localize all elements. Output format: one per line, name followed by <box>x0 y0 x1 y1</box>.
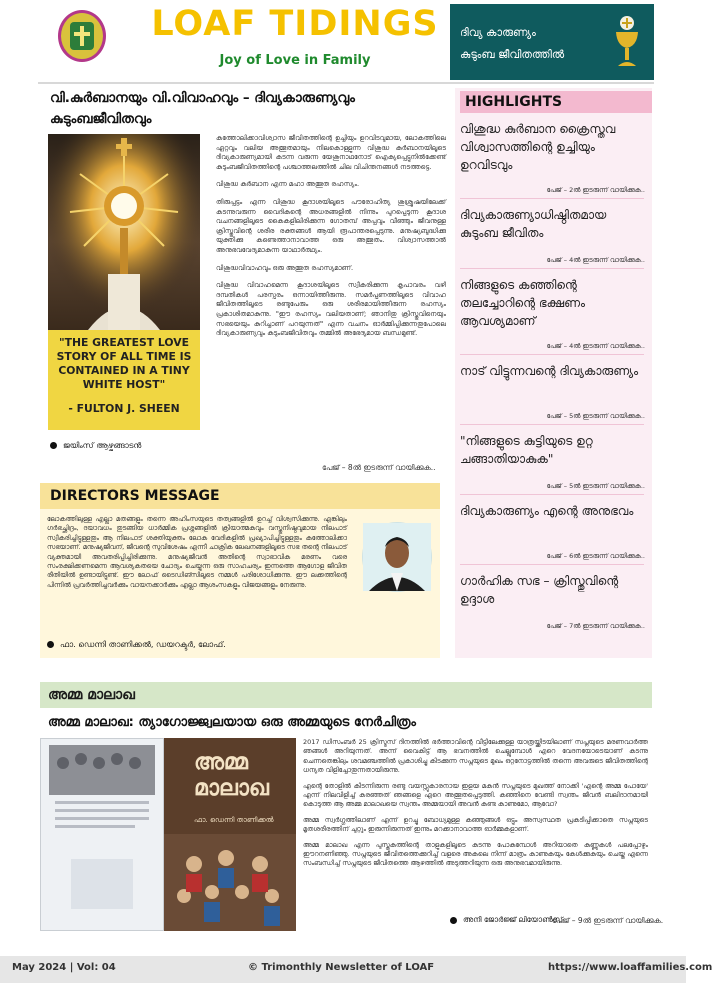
masthead-tagline: Joy of Love in Family <box>219 53 371 68</box>
director-photo <box>362 522 432 592</box>
person-icon <box>363 523 431 591</box>
highlight-continue[interactable]: പേജ് – 7ൽ ഇടരുന്ന് വായിക്കുക.. <box>546 622 645 630</box>
monstrance-icon <box>48 134 200 330</box>
masthead-title: LOAF TIDINGS <box>151 4 439 44</box>
amma-signature: അനി ജോർജ്ജ് ലിയോൺസ് <box>450 915 563 925</box>
monstrance-photo <box>48 134 200 330</box>
highlight-item[interactable]: "നിങ്ങളുടെ കുട്ടിയുടെ ഉറ്റ ചങ്ങാതിയാകുക" <box>460 434 593 466</box>
book-back-cover <box>40 738 164 931</box>
highlight-item[interactable]: ദിവ്യകാരുണ്യം എന്റെ അനുഭവം <box>460 504 634 518</box>
badge-line-2: കുടുംബ ജീവിതത്തിൽ <box>460 48 565 61</box>
highlights-title: HIGHLIGHTS <box>460 91 652 113</box>
highlight-item[interactable]: ദിവ്യകാരുണ്യാധിഷ്ഠിതമായ കുടുംബ ജീവിതം <box>460 208 607 240</box>
highlight-divider <box>460 354 644 355</box>
article-paragraph: എന്റെ തോളിൽ കിടന്നിരുന്ന രണ്ടു വയസ്സുകാരനായ ഇളയ മകൻ സപ്നയുടെ മുഖത്ത് നോക്കി 'എന്റെ അമ്മ പോയേ' എന്ന് നിലവിളിച്ച് കരഞ്ഞത് ഞങ്ങളെ എറെ അത്ഭുതപ്പെടുത്തി. കഞ്ഞിനെ വേണ്ടി സ്വന്തം ജീവൻ ബലിദാനമായി കൊടുത്ത ആ അമ്മ മാലാഖയെ സ്വന്തം അമ്മയായി അവൻ കണ്ട കാണുമോ, ആവോ? <box>303 781 648 809</box>
theme-badge <box>450 4 654 80</box>
highlight-divider <box>460 494 644 495</box>
amma-headline: അമ്മ മാലാഖ: ത്യാഗോജ്ജ്വലയായ ഒരു അമ്മയുടെ നേർചിത്രം <box>48 715 416 730</box>
article-paragraph: അമ്മ മാലാഖ എന്ന പുസ്തകത്തിന്റെ താളുകളിലൂടെ കടന്നു പോകുമ്പോൾ അറിയാതെ കണ്ണുകൾ പലപ്പോഴും ഈറനണിഞ്ഞു. സപ്നയുടെ ജീവിതത്തെക്കുറിച്ച് വളരെ അകലെ നിന്ന് മാത്രം കാണുകയും കേൾക്കുകയും ചെയ്ത എന്നെ സംബന്ധിച്ച് സപ്നയുടെ ജീവിതത്തെ ആഴത്തിൽ അടുത്തറിയുന്ന ഒരു അനുഭവമായിരുന്നു. <box>303 840 648 868</box>
article-byline: ജയിംസ് ആഴ്ചങ്ങാടൻ <box>50 441 141 451</box>
highlight-continue[interactable]: പേജ് – 4ൽ ഇടരുന്ന് വായിക്കുക.. <box>546 256 645 264</box>
highlight-continue[interactable]: പേജ് – 4ൽ ഇടരുന്ന് വായിക്കുക.. <box>546 342 645 350</box>
highlight-item[interactable]: നാട് വിട്ടുന്നവന്റെ ദിവ്യകാരുണ്യം <box>460 364 639 378</box>
article-paragraph: വിശുദ്ധ വിവാഹമെന്ന കൂദാശയിലൂടെ സ്വീകരിക്കുന്ന കൃപാവരം വഴി ദമ്പതികൾ പരസ്പരം ഒന്നായിത്തീരുന്നു. സമർപ്പണത്തിലൂടെ വിവാഹ ജീവിതത്തിലൂടെ രണ്ടുപേരും ഒരു ശരീരമായിത്തീരുന്ന രഹസ്യം പ്രകാശിതമാകുന്നു. "ഈ രഹസ്യം വലിയതാണ്; ഞാനിതു ക്രിസ്തുവിനെയും സഭയെയും കുറിച്ചാണ് പറയുന്നത്" എന്ന വചനം ഓർമ്മിപ്പിക്കുന്നതുപോലെ ദിവ്യകാരുണ്യവും കുടുംബജീവിതവും തമ്മിൽ അഭേദ്യമായ ബന്ധമുണ്ട്. <box>216 281 446 338</box>
badge-line-1: ദിവ്യ കാരുണ്യം <box>460 26 536 39</box>
highlight-divider <box>460 268 644 269</box>
chalice-icon <box>612 14 642 70</box>
loaf-logo <box>58 10 106 62</box>
main-article-body <box>216 134 446 347</box>
bullet-icon <box>47 641 54 648</box>
article-paragraph: വിശുദ്ധവിവാഹവും ഒരു അത്ഭുത രഹസ്യമാണ്. <box>216 263 354 272</box>
family-photo-icon <box>41 739 163 930</box>
continue-reading-link[interactable]: പേജ് – 9ൽ ഇടരുന്ന് വായിക്കുക. <box>552 916 664 925</box>
main-article-title: വി.കുർബാനയും വി.വിവാഹവും – ദിവ്യകാരുണ്യവും കുടുംബജീവിതവും <box>50 90 355 127</box>
article-paragraph: കത്തോലിക്കാവിശ്വാസ ജീവിതത്തിന്റെ ഉച്ചിയും ഉറവിടവുമായ, ലോകത്തിലെ ഏറ്റവും വലിയ അത്ഭുതമായും നിലകൊള്ളുന്ന വിശുദ്ധ കുർബാനയിലൂടെ ദിവ്യകാരുണ്യമായി കടന്ന വരുന്ന യേശുനാഥനോട് ഐക്യപ്പെട്ടുനിൽക്കേണ്ട് കുടുംബജീവിതത്തിന്റെ പശ്ചാത്തലത്തിൽ ചില വിചിന്തനങ്ങൾ നടത്തട്ടെ. <box>216 134 446 171</box>
highlight-divider <box>460 424 644 425</box>
highlight-continue[interactable]: പേജ് – 5ൽ ഇടരുന്ന് വായിക്കുക.. <box>546 482 645 490</box>
highlight-item[interactable]: ഗാർഹിക സഭ – ക്രിസ്തുവിന്റെ ഉദ്ദാശ <box>460 574 619 606</box>
highlight-continue[interactable]: പേജ് – 6ൽ ഇടരുന്ന് വായിക്കുക.. <box>546 552 645 560</box>
book-author: ഫാ. ഡെന്നി താണിക്കൽ <box>194 816 274 824</box>
highlight-divider <box>460 198 644 199</box>
pull-quote <box>48 330 200 430</box>
quote-author: - FULTON J. SHEEN <box>68 402 180 415</box>
continue-reading-link[interactable]: പേജ് – 8ൽ ഇടരുന്ന് വായിക്കുക.. <box>322 463 436 472</box>
article-paragraph: അമ്മ സ്വർഗ്ഗത്തിലാണ് എന്ന് ഉറച്ചു ബോധ്യമുള്ള കഞ്ഞുങ്ങൾ ഒട്ടും അസ്വസ്ഥത പ്രകടിപ്പിക്കാതെ സപ്നയുടെ മൃതശരീരത്തിന് ചുറ്റും ഇരുന്നിരുന്നത് ഇന്നും മറക്കാനാവാത്ത ഓർമ്മകളാണ്. <box>303 815 648 834</box>
footer-issue: May 2024 | Vol: 04 <box>12 962 116 973</box>
book-title: അമ്മ മാലാഖ <box>194 750 269 801</box>
family-photo-icon <box>164 834 296 931</box>
amma-article-body <box>303 738 648 875</box>
highlight-item[interactable]: നിങ്ങളുടെ കഞ്ഞിന്റെ തലച്ചോറിന്റെ ഭക്ഷണം ആവശ്യമാണ് <box>460 278 586 328</box>
highlight-continue[interactable]: പേജ് – 2ൽ ഇടരുന്ന് വായിക്കുക.. <box>546 186 645 194</box>
book-front-cover <box>164 738 296 931</box>
highlight-continue[interactable]: പേജ് – 5ൽ ഇടരുന്ന് വായിക്കുക.. <box>546 412 645 420</box>
bullet-icon <box>450 917 457 924</box>
amma-section-title: അമ്മ മാലാഖ <box>40 682 652 708</box>
directors-message-title: DIRECTORS MESSAGE <box>40 483 440 509</box>
quote-text: "THE GREATEST LOVE STORY OF ALL TIME IS CONTAINED IN A TINY WHITE HOST" <box>56 336 192 391</box>
highlight-divider <box>460 564 644 565</box>
directors-signature: ഫാ. ഡെന്നി താണിക്കൽ, ഡയറക്ടർ, ലോഫ്. <box>47 640 226 650</box>
article-paragraph: 2017 ഡിസംബർ 25 ക്രിസ്മസ് ദിനത്തിൽ ഭർത്താവിന്റെ വീട്ടിലേക്കുള്ള യാത്രയ്ക്കിടയിലാണ് സപ്നയുടെ മരണവാർത്ത ഞങ്ങൾ അറിയുന്നത്. അന്ന് വൈകിട്ട് ആ ഭവനത്തിൽ ചെല്ലുമ്പോൾ എറെ വേദനയോടെയാണ് കടന്നു ചെന്നതെങ്കിലും ശവമഞ്ചത്തിൽ പ്രകാശിച്ചു കിടക്കുന്ന സപ്നയുടെ മുഖം ഒറ്റനോട്ടത്തിൽ തന്നെ അവരുടെ ജീവിതത്തിന്റെ ധന്യത വിളിച്ചോതുന്നതായിരുന്നു. <box>303 738 648 775</box>
article-paragraph: വിശുദ്ധ കുർബാന എന്ന മഹാ അത്ഭുത രഹസ്യം. <box>216 180 360 189</box>
footer-website-link[interactable]: https://www.loaffamilies.com <box>548 962 712 973</box>
footer-copyright: © Trimonthly Newsletter of LOAF <box>248 962 435 973</box>
highlight-item[interactable]: വിശുദ്ധ കുർബാന ക്രൈസ്തവ വിശ്വാസത്തിന്റെ ഉച്ചിയും ഉറവിടവും <box>460 122 616 172</box>
header-divider <box>38 82 654 84</box>
directors-message-text: ലോകത്തിലുള്ള എല്ലാ മതങ്ങളും തന്നെ അഹിംസയുടെ തത്വങ്ങളിൽ ഉറച്ച് വിശ്വസിക്കുന്നു. എങ്കിലും ഗർഭച്ഛിദ്രം, ദയാവധം തുടങ്ങിയ ധാർമ്മിക പ്രശ്നങ്ങളിൽ ക്രിയാത്മകവും വസ്തുനിഷ്ഠവുമായ നിലപാട് സ്വീകരിച്ചിട്ടുള്ളതും ആ നിലപാട് ശക്തിയുക്തം ലോക വേദികളിൽ പ്രഖ്യാപിച്ചിട്ടുള്ളതും കത്തോലിക്കാ സഭയാണ്. മനുഷ്യജീവന്, ജീവന്റെ സുവിശേഷം എന്നീ ചാക്രിക ലേഖനങ്ങളിലൂടെ സഭ തന്റെ നിലപാട് വ്യക്തമായി അവതരിപ്പിച്ചിരിക്കുന്നു. മനുഷ്യജീവൻ അതിന്റെ സ്വാഭാവിക മരണം വരെ സംരക്ഷിക്കണമെന്ന ആവശ്യകതയെ ചോദ്യം ചെയ്യുന്ന ഒരു സാഹചര്യം ഇന്നത്തെ ആഗോള ജീവിത രീതിയിൽ ഉണ്ടായിട്ടുണ്ട്. ഈ ലോഫ് ടൈഡിങ്സിലൂടെ നമ്മൾ പരിശോധിക്കുന്നു. ഈ ലക്കത്തിന്റെ പിന്നിൽ പ്രവർത്തിച്ചവർക്കും വായനക്കാർക്കും എല്ലാ ആശംസകളും വിജയങ്ങളും നേരുന്നു. <box>47 515 347 589</box>
bullet-icon <box>50 442 57 449</box>
article-paragraph: തിരുപ്പട്ടം എന്ന വിശുദ്ധ കൂദാശയിലൂടെ പൗരോഹിത്യ ശുശ്രൂഷയിലേക്ക് കടന്നുവരുന്ന വൈദികന്റെ അധരങ്ങളിൽ നിന്നും പുറപ്പെടുന്ന കൂദാശ വചനങ്ങളിലൂടെ കൈകളിലിരിക്കുന്ന ഗോതമ്പ് അപ്പവും വീഞ്ഞും ജീവനുള്ള ക്രിസ്തുവിന്റെ ശരീര രക്തങ്ങൾ ആയി രൂപാന്തരപ്പെടുന്നു. മനുഷ്യബുദ്ധിക്കു യുക്തിക്കു കണ്ടെത്താനാവാത്ത ഒരു അത്ഭുതം. വിശ്വാസത്താൽ അനുഭവവേദ്യമാകുന്ന യാഥാർത്ഥ്യം. <box>216 197 446 254</box>
